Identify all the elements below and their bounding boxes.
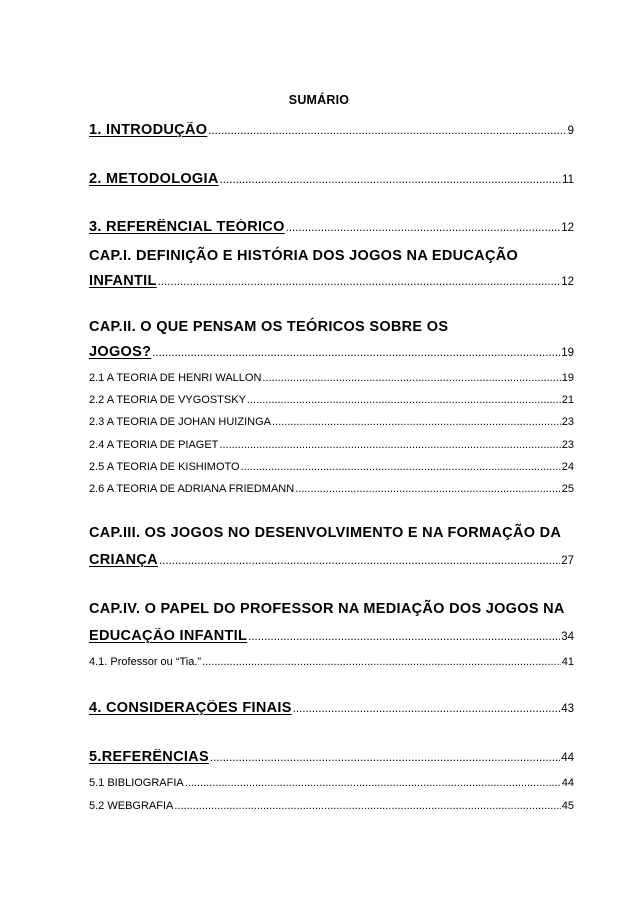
toc-entry-introducao[interactable] [89, 122, 574, 138]
toc-entry-kishimoto[interactable] [89, 461, 574, 473]
toc-page-number: 19 [561, 372, 574, 384]
dot-leader [293, 703, 561, 715]
toc-entry-cap2[interactable] [89, 344, 574, 360]
toc-page-number: 9 [567, 125, 574, 137]
toc-entry-referencias[interactable] [89, 749, 574, 765]
dot-leader [219, 439, 560, 451]
toc-entry-cap3-line1: CAP.III. OS JOGOS NO DESENVOLVIMENTO E NA FORMAÇÃO DA [89, 525, 562, 541]
toc-page-number: 23 [561, 416, 574, 428]
dot-leader [152, 347, 560, 359]
toc-entry-professor-tia[interactable] [89, 656, 574, 668]
toc-entry-vygostsky[interactable] [89, 394, 574, 406]
toc-entry-friedmann[interactable] [89, 483, 574, 495]
toc-entry-label: 2.2 A TEORIA DE VYGOSTSKY [89, 394, 246, 406]
toc-entry-label: JOGOS? [89, 344, 152, 360]
toc-entry-label: EDUCAÇÃO INFANTIL [89, 628, 248, 644]
toc-page-number: 41 [561, 656, 574, 668]
dot-leader [158, 276, 561, 288]
dot-leader [210, 752, 560, 764]
toc-entry-label: CRIANÇA [89, 552, 158, 568]
toc-entry-cap3[interactable] [89, 552, 574, 568]
toc-page-number: 27 [561, 555, 574, 567]
toc-entry-label: 5.REFERÊNCIAS [89, 749, 209, 765]
dot-leader [159, 555, 560, 567]
dot-leader [247, 394, 561, 406]
toc-entry-piaget[interactable] [89, 439, 574, 451]
toc-page-number: 12 [561, 222, 574, 234]
toc-page-number: 44 [561, 777, 574, 789]
toc-entry-label: 1. INTRODUÇÃO [89, 122, 208, 138]
dot-leader [202, 656, 561, 668]
toc-entry-webgrafia[interactable] [89, 800, 574, 812]
toc-entry-referencial-teorico[interactable] [89, 219, 574, 235]
toc-entry-label: 2.6 A TEORIA DE ADRIANA FRIEDMANN [89, 483, 295, 495]
dot-leader [185, 777, 561, 789]
toc-page-number: 12 [561, 276, 574, 288]
toc-entry-label: 3. REFERÊNCIAL TEÓRICO [89, 219, 285, 235]
dot-leader [241, 461, 561, 473]
toc-entry-label: 4.1. Professor ou “Tia.” [89, 656, 202, 668]
page-title: SUMÁRIO [288, 93, 350, 107]
toc-entry-metodologia[interactable] [89, 171, 574, 187]
dot-leader [272, 416, 561, 428]
toc-page-number: 25 [561, 483, 574, 495]
toc-page-number: 43 [561, 703, 574, 715]
toc-entry-label: 2.4 A TEORIA DE PIAGET [89, 439, 219, 451]
toc-entry-cap2-line1: CAP.II. O QUE PENSAM OS TEÓRICOS SOBRE OS [89, 319, 449, 335]
toc-page-number: 19 [561, 347, 574, 359]
toc-entry-label: 5.2 WEBGRAFIA [89, 800, 174, 812]
toc-page-number: 11 [562, 174, 574, 186]
dot-leader [208, 125, 566, 137]
toc-entry-label: 2.3 A TEORIA DE JOHAN HUIZINGA [89, 416, 271, 428]
toc-entry-wallon[interactable] [89, 372, 574, 384]
toc-entry-label: 2.5 A TEORIA DE KISHIMOTO [89, 461, 240, 473]
toc-page-number: 21 [561, 394, 574, 406]
toc-page-number: 24 [561, 461, 574, 473]
dot-leader [248, 631, 560, 643]
dot-leader [295, 483, 561, 495]
toc-entry-consideracoes-finais[interactable] [89, 700, 574, 716]
toc-entry-label: 2.1 A TEORIA DE HENRI WALLON [89, 372, 262, 384]
toc-entry-cap4-line1: CAP.IV. O PAPEL DO PROFESSOR NA MEDIAÇÃO DOS JOGOS NA [89, 601, 565, 617]
toc-entry-cap1[interactable] [89, 273, 574, 289]
toc-entry-huizinga[interactable] [89, 416, 574, 428]
toc-entry-label: 5.1 BIBLIOGRAFIA [89, 777, 184, 789]
toc-page-number: 45 [561, 800, 574, 812]
toc-entry-cap4[interactable] [89, 628, 574, 644]
dot-leader [174, 800, 560, 812]
toc-entry-bibliografia[interactable] [89, 777, 574, 789]
toc-entry-label: INFANTIL [89, 273, 157, 289]
toc-entry-cap1-line1: CAP.I. DEFINIÇÃO E HISTÓRIA DOS JOGOS NA EDUCAÇÃO [89, 248, 519, 264]
dot-leader [220, 174, 561, 186]
dot-leader [262, 372, 560, 384]
toc-page-number: 34 [561, 631, 574, 643]
dot-leader [286, 222, 561, 234]
toc-page-number: 23 [561, 439, 574, 451]
toc-entry-label: 2. METODOLOGIA [89, 171, 219, 187]
toc-entry-label: 4. CONSIDERAÇÕES FINAIS [89, 700, 292, 716]
toc-page-number: 44 [561, 752, 574, 764]
